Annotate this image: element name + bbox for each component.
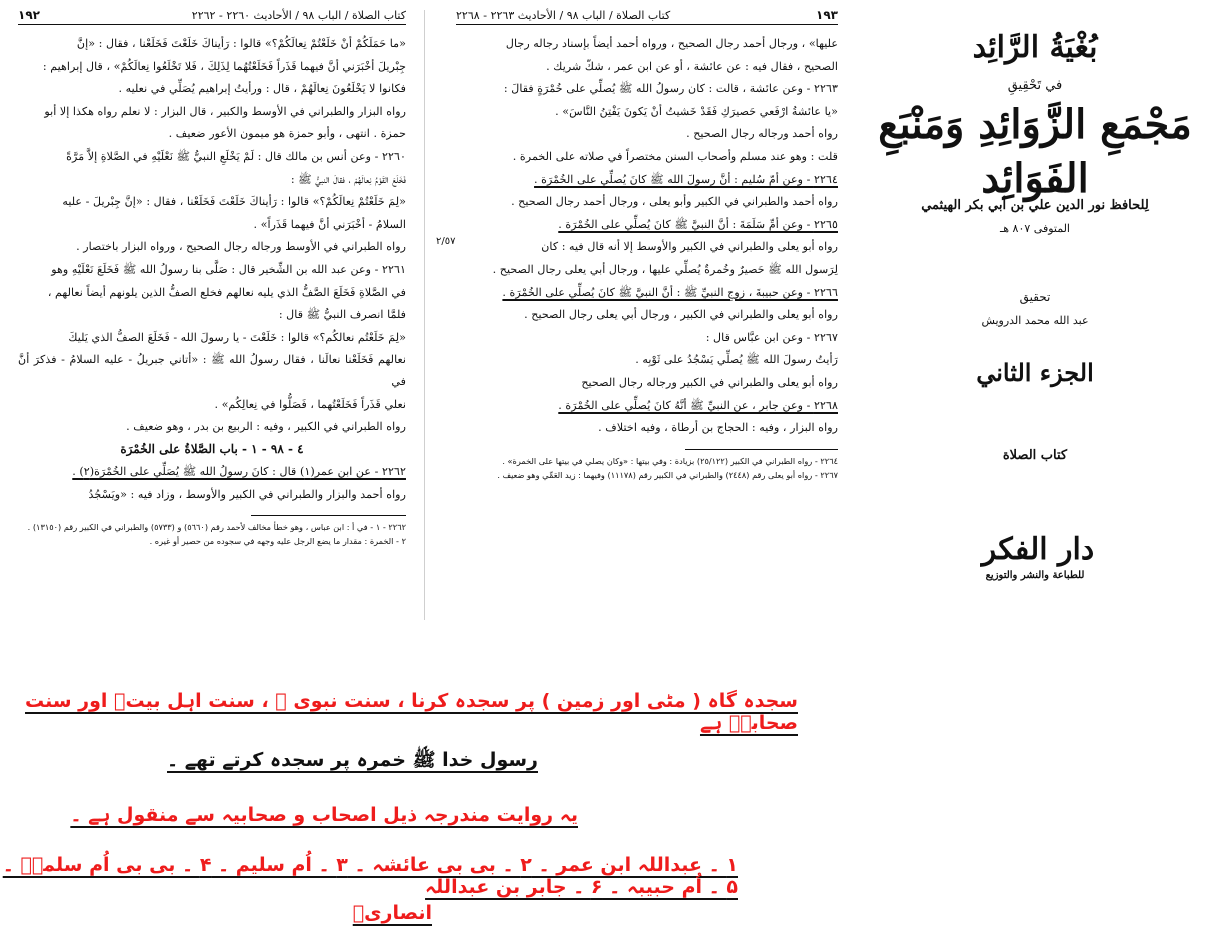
book-title: مَجْمَعِ الزَّوَائِدِ وَمَنْبَعِ الفَوَائِد (878, 101, 1192, 202)
text-line: نعلي قَذَراً فَخَلَعْتُهما ، فَصَلُّوا في نِعالِكُم» . (214, 397, 406, 411)
publisher-logo-text: دار الفكر (981, 532, 1095, 567)
text-line: الصحيح ، فقال فيه : عن عائشة ، أو عن ابن عمر ، شكّ شريك . (546, 59, 838, 73)
title-page (860, 0, 1210, 640)
hadith-2260: ٢٢٦٠ - وعن أنس بن مالك قال : لَمْ يَخْلَعِ النبيُّ ﷺ نَعْلَيْهِ في الصَّلاةِ إلاَّ مَرَّةً (66, 149, 406, 163)
footnote-rule (685, 449, 838, 450)
text-line: رواه أبو يعلى والطبراني في الكبير والأوسط إلا أنه قال فيه : كان (541, 240, 838, 254)
margin-note: ٢/٥٧ (436, 236, 456, 247)
footnote: ٢٢٦٢ - ١ - في أ : ابن عباس ، وهو خطأ مخالف لأحمد رقم (٥٦٦٠) و (٥٧٣٣) والطبراني في الكبير رقم (١٣١٥٠) . (27, 522, 406, 533)
page-text (18, 33, 406, 505)
running-title: كتاب الصلاة / الباب ٩٨ / الأحاديث ٢٢٦٠ - ٢٢٦٢ (191, 8, 406, 22)
hadith-2263: ٢٢٦٣ - وعن عائشة ، قالت : كان رسولُ الله ﷺ يُصلِّي على خُمْرَةٍ فقالَ : (503, 82, 838, 96)
book-page-193 (448, 0, 846, 640)
hadith-2261: ٢٢٦١ - وعن عبد الله بن الشِّخير قال : صَلَّى بنا رسولُ الله ﷺ فَخَلَعَ نَعْلَيْهِ وهو (51, 262, 406, 276)
page-number: ١٩٣ (816, 8, 838, 22)
text-line: رَأيتُ رسولَ الله ﷺ يُصلِّي يَسْجُدُ على ثَوْبِه . (635, 353, 838, 367)
text-line: فكانوا لا يَخْلَعُونَ نِعالَهُمْ ، قال : ورأيتُ إبراهيم يُصَلِّي في نعليه . (118, 82, 406, 96)
running-title: كتاب الصلاة / الباب ٩٨ / الأحاديث ٢٢٦٣ - ٢٢٦٨ (456, 8, 671, 22)
publisher-subtitle: للطباعة والنشر والتوزيع (985, 570, 1085, 581)
commentary-line-4: ۱ ۔ عبداللہ ابن عمر ۔ ۲ ۔ بی بی عائشہ ۔ ۳ ۔ اُم سلیم ۔ ۴ ۔ بی بی اُم سلمہؓ ۔ ۵ ۔ اُم حبیبہ ۔ ۶ ۔ جابر بن عبداللہ (2, 854, 738, 898)
text-line: «يا عائشةُ ارْفَعي حَصيرَكِ فَقَدْ خَشيتُ أنْ يَكونَ يَفْتِنُ النَّاسَ» . (555, 104, 838, 118)
author-death-date: المتوفى ٨٠٧ هـ (1000, 222, 1070, 235)
text-line: رواه أبو يعلى والطبراني في الكبير ، ورجال أبي يعلى رجال الصحيح . (524, 308, 838, 322)
commentary-line-3: یہ روایت مندرجہ ذیل اصحاب و صحابیہ سے منقول ہے ۔ (70, 804, 578, 826)
page-divider (424, 10, 425, 620)
urdu-commentary (0, 640, 1218, 944)
text-line: رواه أبو يعلى والطبراني في الكبير ورجاله رجال الصحيح (581, 375, 838, 389)
commentary-line-2: رسول خدا ﷺ خمرہ پر سجدہ کرتے تھے ۔ (167, 749, 538, 771)
footnote: ٢٢٦٧ - رواه أبو يعلى رقم (٢٤٤٨) والطبراني في الكبير رقم (١١١٧٨) وفيهما : زيد العَمِّي وهو ضعيف . (497, 469, 838, 480)
hadith-2264: ٢٢٦٤ - وعن أمّ سُليم : أنَّ رسولَ الله ﷺ كانَ يُصلِّي على الخُمْرَة . (534, 172, 838, 186)
page-header (18, 8, 406, 25)
text-line: فلمَّا انصرف النبيُّ ﷺ قال : (278, 308, 406, 322)
text-line: حمزة . انتهى ، وأبو حمزة هو ميمون الأعور ضعيف . (168, 127, 406, 141)
text-line: السلامُ - أخْبَرَني أنَّ فيهما قَذَراً» . (253, 217, 406, 231)
section-label: كتاب الصلاة (1002, 448, 1068, 463)
text-line: فَخَلَعَ القَوْمُ نِعالَهُمْ ، فقالَ النبيُّ ﷺ : (290, 172, 406, 186)
text-line: جِبْريلَ أخْبَرَني أنَّ فيهما قَذَراً فَخَلَعْتُهُما لِذَلِكَ ، فَلا تَخْلَعُوا نِعالَكُمْ» ، قال إبراهيم : (42, 59, 406, 73)
hadith-2265: ٢٢٦٥ - وعن أمِّ سَلَمَةَ : أنَّ النبيَّ ﷺ كانَ يُصلِّي على الخُمْرَة . (558, 217, 838, 231)
text-line: رواه الطبراني في الكبير ، وفيه : الربيع بن بدر ، وهو ضعيف . (126, 420, 406, 434)
hadith-2268: ٢٢٦٨ - وعن جابر ، عن النبيِّ ﷺ أنَّهُ كانَ يُصلِّي على الخُمْرَة . (558, 398, 838, 412)
editor-name: عبد الله محمد الدرويش (981, 314, 1089, 327)
commentary-line-1: سجدہ گاہ ( مٹی اور زمین ) پر سجدہ کرنا ، سنت نبوی ﷺ ، سنت اہل بیتؑ اور سنت صحابہؓ ہے (25, 690, 798, 734)
text-line: رواه البزار ، وفيه : الحجاج بن أرطاة ، وفيه اختلاف . (598, 421, 838, 435)
text-line: رواه أحمد ورجاله رجال الصحيح . (686, 127, 838, 141)
volume-label: الجزء الثاني (976, 358, 1094, 387)
hadith-2262: ٢٢٦٢ - عن ابن عمر(١) قال : كانَ رسولُ الله ﷺ يُصَلِّي على الخُمْرَة(٢) . (72, 465, 406, 479)
chapter-heading: ٤ - ٩٨ - ١ - باب الصَّلاةُ على الخُمْرَة (120, 441, 304, 456)
hadith-2267: ٢٢٦٧ - وعن ابن عبَّاس قال : (705, 330, 838, 344)
commentary-line-5: انصاریؓ (352, 902, 432, 924)
text-line: قلت : وهو عند مسلم وأصحاب السنن مختصراً في صلاته على الخمرة . (512, 149, 838, 163)
page-text (456, 33, 838, 439)
text-line: «لِمَ خَلَعْتُم نعالكُم؟» قالوا : خَلَعْتَ - يا رسولَ الله - فَخَلَعَ الصفُّ الذي يَليكَ (68, 330, 406, 344)
text-line: عليها» ، ورجال أحمد رجال الصحيح ، ورواه أحمد أيضاً بإسناد رجاله رجال (505, 37, 838, 50)
page-header (456, 8, 838, 25)
text-line: لِرَسول الله ﷺ حَصيرٌ وخُمرةٌ يُصلِّي عليها ، ورجال أبي يعلى رجال الصحيح . (492, 262, 838, 276)
text-line: رواه الطبراني في الأوسط ورجاله رجال الصحيح ، ورواه البزار باختصار . (76, 240, 406, 254)
text-line: في الصَّلاةِ فَخَلَعَ الصَّفُّ الذي يليه نعالهم فخلع الصفُّ الذين يلونهم أيضاً نعالهم ، (47, 285, 406, 299)
text-line: نعالهم فَخَلَعْنا نعالَنا ، فقال رسولُ الله ﷺ : «أتاني جبريلُ - عليه السلامُ - فذكرَ أنَّ في (18, 353, 406, 388)
text-line: «لِمَ خَلَعْتُمْ نِعالَكُمْ؟» قالوا : رَأيناكَ خَلَعْتَ فَخَلَعْنا ، فقال : «إنَّ جِبْريلَ - عليه (62, 195, 406, 209)
title-line-2: في تَحْقِيقِ (1007, 78, 1063, 93)
author-name: لِلحافظ نور الدين علي بن أبي بكر الهيثمي (921, 198, 1149, 213)
book-page-192 (12, 0, 412, 640)
text-line: رواه البزار والطبراني في الأوسط والكبير ، قال البزار : لا نعلم رواه هكذا إلا أبو (44, 104, 406, 118)
footnote: ٢٢٦٤ - رواه الطبراني في الكبير (٢٥/١٢٢) بزيادة : وفي بيتها : «وكان يصلي في بيتها على الخمرة» . (502, 455, 838, 466)
text-line: رواه أحمد والطبراني في الكبير وأبو يعلى ، ورجال أحمد رجال الصحيح . (511, 195, 838, 209)
text-line: رواه أحمد والبزار والطبراني في الكبير والأوسط ، وزاد فيه : «ويَسْجُدُ (88, 487, 406, 501)
footnote: ٢ - الخمرة : مقدار ما يضع الرجل عليه وجهه في سجوده من حصير أو غيره . (149, 536, 406, 547)
footnote-rule (251, 515, 406, 516)
title-line-1: بُغْيَةُ الرَّائِد (972, 30, 1098, 65)
hadith-2266: ٢٢٦٦ - وعن حبيبةَ ، زوجِ النبيِّ ﷺ : أنَّ النبيَّ ﷺ كانَ يُصلِّي على الخُمْرَة . (502, 285, 838, 299)
tahqiq-label: تحقيق (1019, 290, 1051, 304)
text-line: «ما حَمَلَكُمْ أنْ خَلَعْتُمْ نِعالَكُمْ؟» قالوا : رَأيناكَ خَلَعْتَ فَخَلَعْنا ، فقال : «إنَّ (76, 37, 406, 50)
page-number: ١٩٢ (18, 8, 40, 22)
